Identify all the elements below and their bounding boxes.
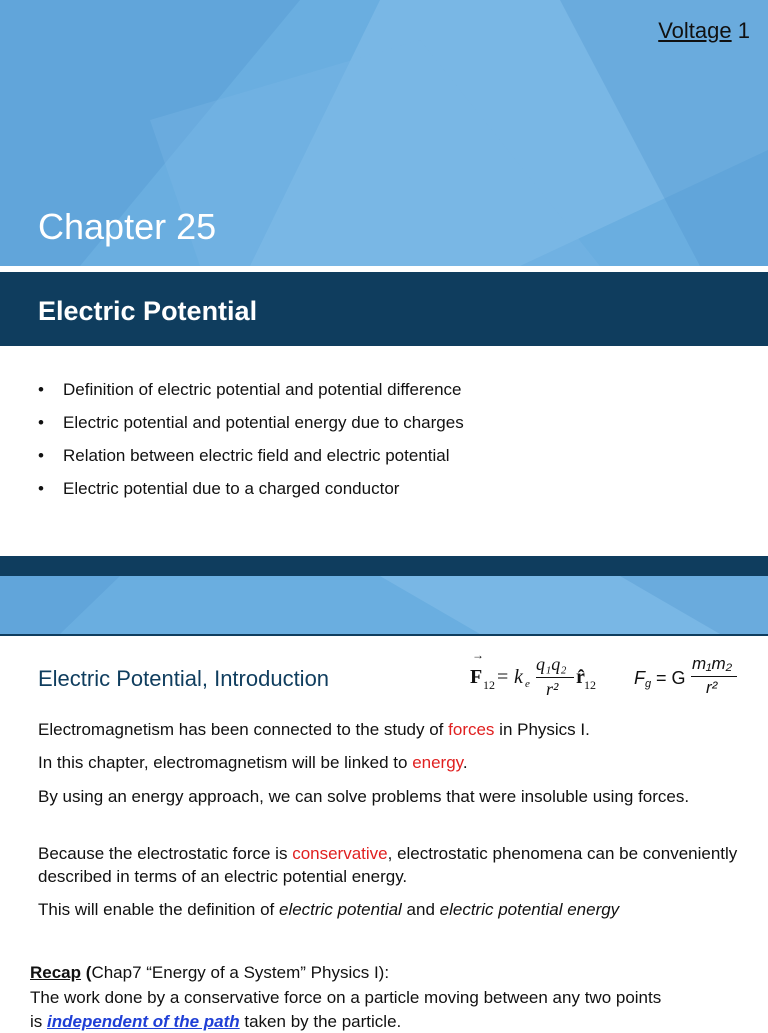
bullet-icon: • xyxy=(38,413,44,432)
text-run: This will enable the definition of xyxy=(38,900,279,919)
highlight-text: conservative xyxy=(292,844,388,863)
bullet-icon: • xyxy=(38,446,44,465)
page-label-word: Voltage xyxy=(658,18,732,43)
formula-denominator: r² xyxy=(706,678,718,697)
formula-equals: = G xyxy=(656,668,686,688)
emphasis-text: independent of the path xyxy=(47,1012,240,1031)
list-item-text: Relation between electric field and electric potential xyxy=(63,446,450,465)
formula-unit-sub: 12 xyxy=(584,678,596,692)
text-run: is xyxy=(30,1012,47,1031)
slide-title: Electric Potential xyxy=(38,296,258,326)
bullet-icon: • xyxy=(38,380,44,399)
paragraph xyxy=(38,898,738,921)
chapter-heading: Chapter 25 xyxy=(38,206,217,247)
slide-2-title: Electric Potential, Introduction xyxy=(38,666,330,691)
text-run: Chap7 “Energy of a System” Physics I): xyxy=(91,963,390,982)
formula-denominator: r² xyxy=(546,679,559,699)
text-run: Electromagnetism has been connected to the study of xyxy=(38,720,449,739)
paragraph xyxy=(38,842,738,888)
slide-2-top-band xyxy=(0,556,768,576)
recap-label: Recap xyxy=(30,963,82,982)
vector-arrow-icon: → xyxy=(472,648,484,662)
fraction-bar xyxy=(691,676,737,677)
topic-list xyxy=(38,380,464,512)
paragraph xyxy=(30,1010,730,1033)
slide-2-hero-background xyxy=(0,576,768,634)
page-label-number: 1 xyxy=(737,18,750,43)
text-run: ( xyxy=(85,963,92,982)
gravity-law-formula xyxy=(634,650,754,702)
italic-text: electric potential xyxy=(278,900,402,919)
italic-text: electric potential energy xyxy=(439,900,620,919)
text-run: , electrostatic phenomena can be conveniently described in terms of an electric potential energy. xyxy=(38,844,738,886)
paragraph: The work done by a conservative force on a particle moving between any two points xyxy=(30,988,662,1007)
text-run: taken by the particle. xyxy=(239,1012,402,1031)
text-run: In this chapter, electromagnetism will be linked to xyxy=(38,753,413,772)
recap-heading xyxy=(30,961,730,984)
fraction-bar xyxy=(536,677,574,678)
formula-equals: = xyxy=(497,666,509,688)
coulomb-law-formula xyxy=(470,648,610,704)
list-item-text: Electric potential and potential energy due to charges xyxy=(63,413,464,432)
text-run: and xyxy=(401,900,440,919)
formula-numerator: m₁m₂ xyxy=(692,654,733,673)
paragraph: By using an energy approach, we can solve problems that were insoluble using forces. xyxy=(38,787,690,806)
list-item xyxy=(38,479,464,512)
list-item xyxy=(38,413,464,446)
hero-decoration xyxy=(0,576,768,634)
list-item-text: Electric potential due to a charged conductor xyxy=(63,479,400,498)
formula-unit: r̂ xyxy=(576,666,585,688)
list-item xyxy=(38,380,464,413)
title-hero-background xyxy=(0,0,768,266)
list-item xyxy=(38,446,464,479)
text-run: in Physics I. xyxy=(494,720,590,739)
divider xyxy=(0,634,768,636)
paragraph xyxy=(38,751,738,774)
formula-lhs: F xyxy=(470,666,483,688)
text-run: Because the electrostatic force is xyxy=(38,844,293,863)
formula-lhs-sub: g xyxy=(645,678,652,690)
formula-lhs-sub: 12 xyxy=(483,678,495,692)
paragraph xyxy=(38,718,738,741)
highlight-text: forces xyxy=(448,720,495,739)
list-item-text: Definition of electric potential and potential difference xyxy=(63,380,462,399)
formula-numerator: q₁q₂ xyxy=(536,654,567,674)
bullet-icon: • xyxy=(38,479,44,498)
text-run: . xyxy=(462,753,468,772)
highlight-text: energy xyxy=(412,753,463,772)
formula-coef: k xyxy=(514,666,523,688)
formula-coef-sub: e xyxy=(525,678,530,690)
formula-lhs: F xyxy=(634,668,645,688)
page-label xyxy=(658,18,750,44)
